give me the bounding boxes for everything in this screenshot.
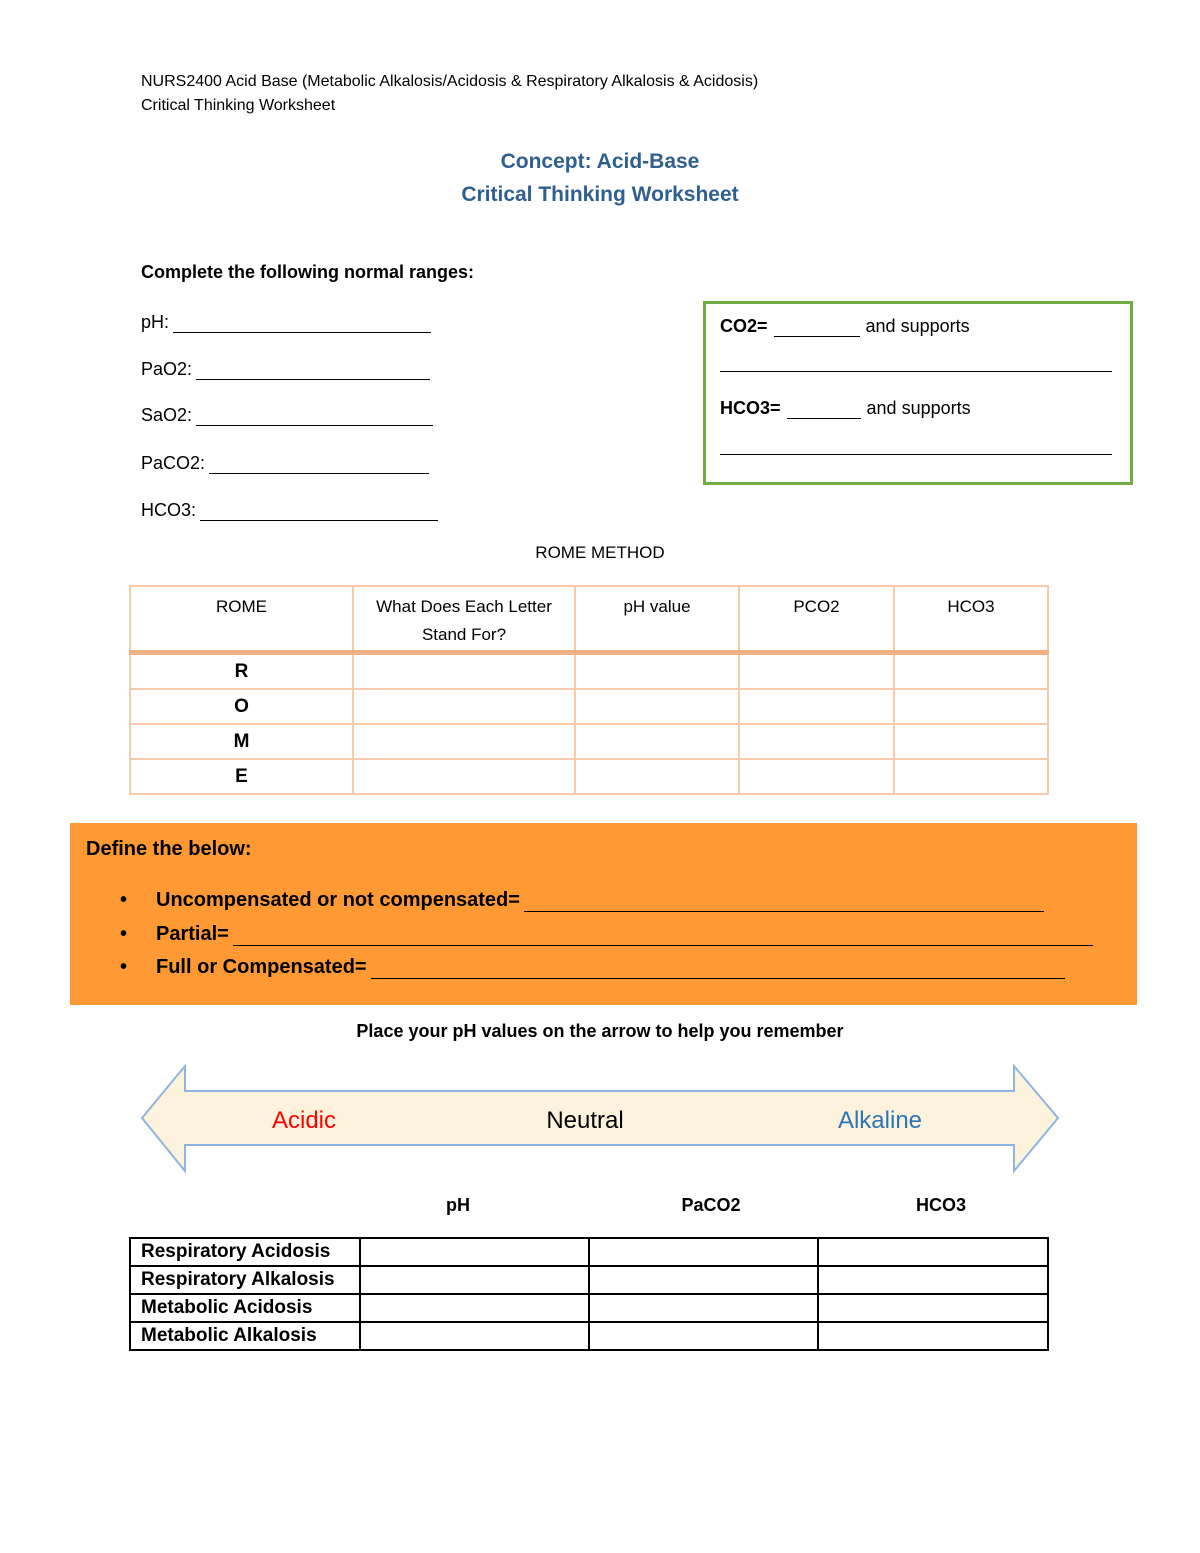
rome-cell[interactable] [739, 689, 894, 724]
disorder-label: Metabolic Acidosis [130, 1294, 360, 1322]
co2-label: CO2= [720, 316, 768, 336]
rome-header: HCO3 [894, 586, 1048, 653]
range-pao2[interactable] [141, 354, 430, 380]
rome-cell[interactable] [894, 759, 1048, 794]
rome-cell[interactable] [575, 724, 739, 759]
alkaline-label: Alkaline [837, 1107, 923, 1134]
answer-line[interactable] [200, 500, 438, 521]
rome-letter: E [130, 759, 353, 794]
rome-cell[interactable] [353, 653, 575, 690]
rome-cell[interactable] [575, 759, 739, 794]
rome-row [130, 689, 1048, 724]
rome-cell[interactable] [353, 759, 575, 794]
answer-line[interactable] [196, 359, 430, 380]
rome-header: What Does Each Letter Stand For? [353, 586, 575, 653]
define-full [120, 956, 1065, 979]
range-paco2[interactable] [141, 448, 429, 474]
disorder-cell[interactable] [589, 1238, 818, 1266]
define-box [70, 823, 1137, 1005]
range-label: PaCO2: [141, 453, 206, 473]
define-heading: Define the below: [86, 838, 252, 860]
disorder-cell[interactable] [818, 1238, 1048, 1266]
rome-cell[interactable] [575, 689, 739, 724]
rome-letter: O [130, 689, 353, 724]
column-header-paco2: PaCO2 [681, 1195, 741, 1215]
disorder-row [130, 1322, 1048, 1350]
arrow-caption: Place your pH values on the arrow to help you remember [356, 1021, 844, 1041]
supports-text: and supports [865, 316, 970, 336]
range-label: SaO2: [141, 405, 193, 425]
range-label: HCO3: [141, 500, 197, 520]
disorder-row [130, 1238, 1048, 1266]
rome-cell[interactable] [353, 724, 575, 759]
rome-row [130, 653, 1048, 690]
rome-cell[interactable] [739, 759, 894, 794]
rome-cell[interactable] [894, 689, 1048, 724]
disorder-cell[interactable] [360, 1322, 589, 1350]
bullet: • [120, 956, 128, 978]
disorder-row [130, 1266, 1048, 1294]
disorder-table [129, 1237, 1049, 1351]
rome-header: pH value [575, 586, 739, 653]
rome-caption: ROME METHOD [535, 543, 665, 562]
rome-cell[interactable] [575, 653, 739, 690]
disorder-cell[interactable] [360, 1294, 589, 1322]
define-answer-line[interactable] [371, 958, 1065, 979]
page-title: Concept: Acid-Base [500, 150, 700, 173]
rome-cell[interactable] [894, 724, 1048, 759]
hco3-blank[interactable] [787, 400, 861, 419]
co2-supports-row [720, 316, 970, 337]
course-header: NURS2400 Acid Base (Metabolic Alkalosis/Acidosis & Respiratory Alkalosis & Acidosis) [141, 73, 759, 90]
answer-line[interactable] [209, 453, 429, 474]
define-answer-line[interactable] [524, 891, 1044, 912]
answer-line[interactable] [173, 312, 431, 333]
disorder-label: Respiratory Alkalosis [130, 1266, 360, 1294]
column-header-ph: pH [446, 1195, 470, 1215]
rome-header: PCO2 [739, 586, 894, 653]
disorder-cell[interactable] [589, 1266, 818, 1294]
disorder-cell[interactable] [589, 1322, 818, 1350]
define-label: Partial= [156, 923, 229, 945]
bullet: • [120, 923, 128, 945]
disorder-label: Metabolic Alkalosis [130, 1322, 360, 1350]
course-subheader: Critical Thinking Worksheet [141, 97, 336, 114]
disorder-cell[interactable] [818, 1294, 1048, 1322]
rome-letter: R [130, 653, 353, 690]
hco3-answer-line[interactable] [720, 454, 1112, 455]
supports-box [703, 301, 1133, 485]
column-header-hco3: HCO3 [915, 1195, 966, 1215]
rome-cell[interactable] [353, 689, 575, 724]
disorder-cell[interactable] [360, 1238, 589, 1266]
rome-table [129, 585, 1049, 795]
rome-header: ROME [130, 586, 353, 653]
range-label: PaO2: [141, 359, 193, 379]
define-answer-line[interactable] [233, 925, 1093, 946]
range-ph[interactable] [141, 307, 431, 333]
define-label: Full or Compensated= [156, 956, 367, 978]
disorder-cell[interactable] [360, 1266, 589, 1294]
rome-letter: M [130, 724, 353, 759]
hco3-label: HCO3= [720, 398, 781, 418]
range-sao2[interactable] [141, 400, 433, 426]
neutral-label: Neutral [546, 1107, 624, 1134]
range-hco3[interactable] [141, 495, 438, 521]
supports-text: and supports [866, 398, 971, 418]
ph-arrow [140, 1063, 1060, 1175]
define-uncompensated [120, 889, 1044, 912]
rome-row [130, 724, 1048, 759]
define-partial [120, 923, 1093, 946]
rome-cell[interactable] [894, 653, 1048, 690]
co2-blank[interactable] [774, 318, 860, 337]
bullet: • [120, 889, 128, 911]
co2-answer-line[interactable] [720, 371, 1112, 372]
rome-row [130, 759, 1048, 794]
rome-cell[interactable] [739, 653, 894, 690]
define-label: Uncompensated or not compensated= [156, 889, 520, 911]
disorder-cell[interactable] [589, 1294, 818, 1322]
range-label: pH: [141, 312, 170, 332]
rome-cell[interactable] [739, 724, 894, 759]
acidic-label: Acidic [271, 1107, 337, 1134]
disorder-label: Respiratory Acidosis [130, 1238, 360, 1266]
ranges-heading: Complete the following normal ranges: [141, 262, 475, 282]
hco3-supports-row [720, 398, 971, 419]
disorder-cell[interactable] [818, 1322, 1048, 1350]
page-subtitle: Critical Thinking Worksheet [461, 183, 739, 206]
disorder-cell[interactable] [818, 1266, 1048, 1294]
answer-line[interactable] [196, 405, 433, 426]
disorder-row [130, 1294, 1048, 1322]
